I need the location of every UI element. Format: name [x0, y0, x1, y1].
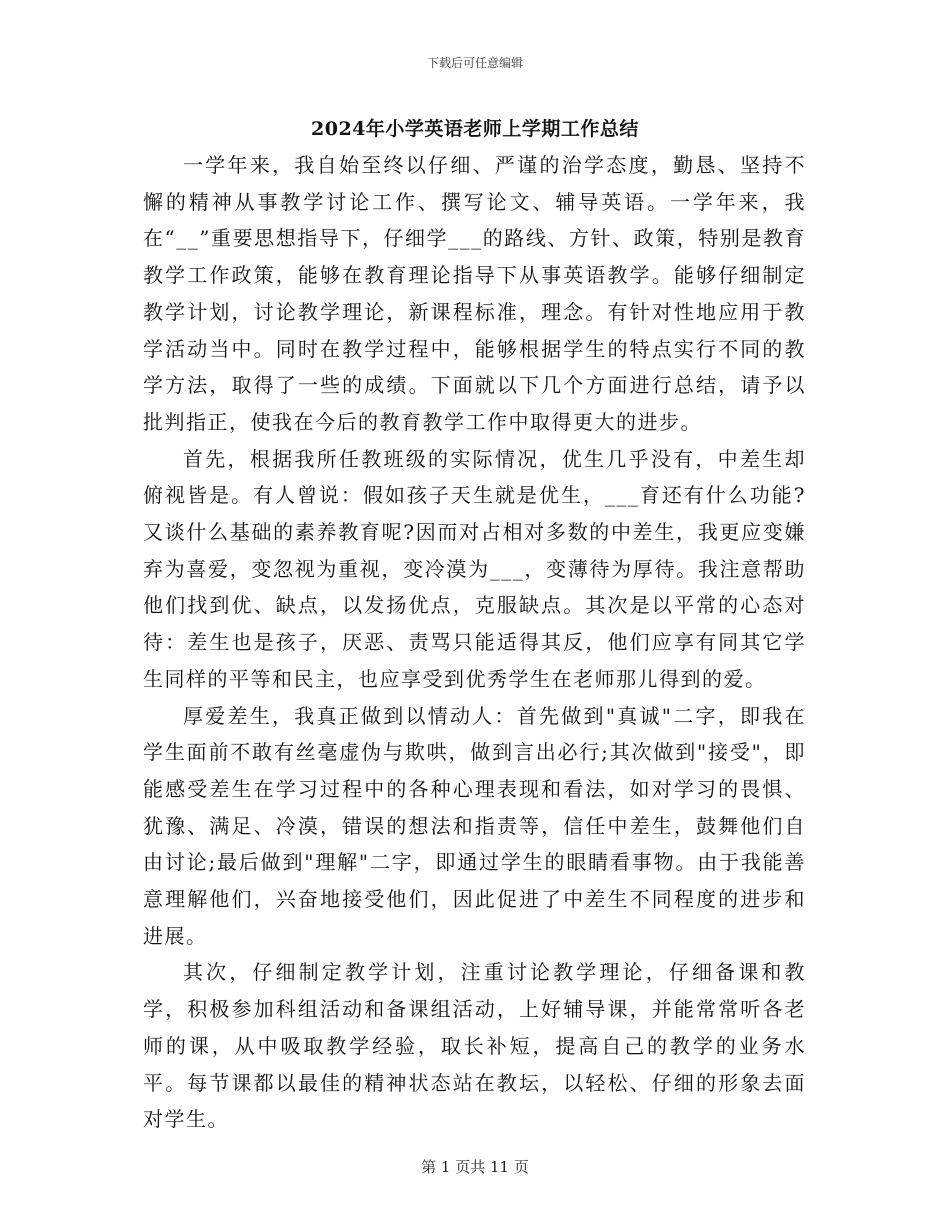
- paragraph-3: 厚爱差生，我真正做到以情动人：首先做到"真诚"二字，即我在学生面前不敢有丝毫虚伪与欺哄，做到言出必行;其次做到"接受"，即能感受差生在学习过程中的各种心理表现和看法，如对学习的畏惧、犹豫、满足、冷漠，错误的想法和指责等，信任中差生，鼓舞他们自由讨论;最后做到"理解"二字，即通过学生的眼睛看事物。由于我能善意理解他们，兴奋地接受他们，因此促进了中差生不同程度的进步和进展。: [143, 703, 806, 948]
- paragraph-2: 首先，根据我所任教班级的实际情况，优生几乎没有，中差生却俯视皆是。有人曾说：假如孩子天生就是优生，___育还有什么功能?又谈什么基础的素养教育呢?因而对占相对多数的中差生，我更应变嫌弃为喜爱，变忽视为重视，变冷漠为___，变薄待为厚待。我注意帮助他们找到优、缺点，以发扬优点，克服缺点。其次是以平常的心态对待：差生也是孩子，厌恶、责骂只能适得其反，他们应享有同其它学生同样的平等和民主，也应享受到优秀学生在老师那儿得到的爱。: [143, 446, 806, 691]
- page-footer: 第 1 页共 11 页: [421, 1158, 529, 1176]
- document-title: 2024年小学英语老师上学期工作总结: [311, 118, 639, 140]
- header-note: 下载后可任意编辑: [426, 56, 523, 70]
- paragraph-1: 一学年来，我自始至终以仔细、严谨的治学态度，勤恳、坚持不懈的精神从事教学讨论工作、撰写论文、辅导英语。一学年来，我在“__”重要思想指导下，仔细学___的路线、方针、政策，特别是教育教学工作政策，能够在教育理论指导下从事英语教学。能够仔细制定教学计划，讨论教学理论，新课程标准，理念。有针对性地应用于教学活动当中。同时在教学过程中，能够根据学生的特点实行不同的教学方法，取得了一些的成绩。下面就以下几个方面进行总结，请予以批判指正，使我在今后的教育教学工作中取得更大的进步。: [143, 153, 806, 434]
- paragraph-4: 其次，仔细制定教学计划，注重讨论教学理论，仔细备课和教学，积极参加科组活动和备课组活动，上好辅导课，并能常常听各老师的课，从中吸取教学经验，取长补短，提高自己的教学的业务水平。每节课都以最佳的精神状态站在教坛，以轻松、仔细的形象去面对学生。: [143, 960, 806, 1132]
- document-body: [143, 147, 806, 1138]
